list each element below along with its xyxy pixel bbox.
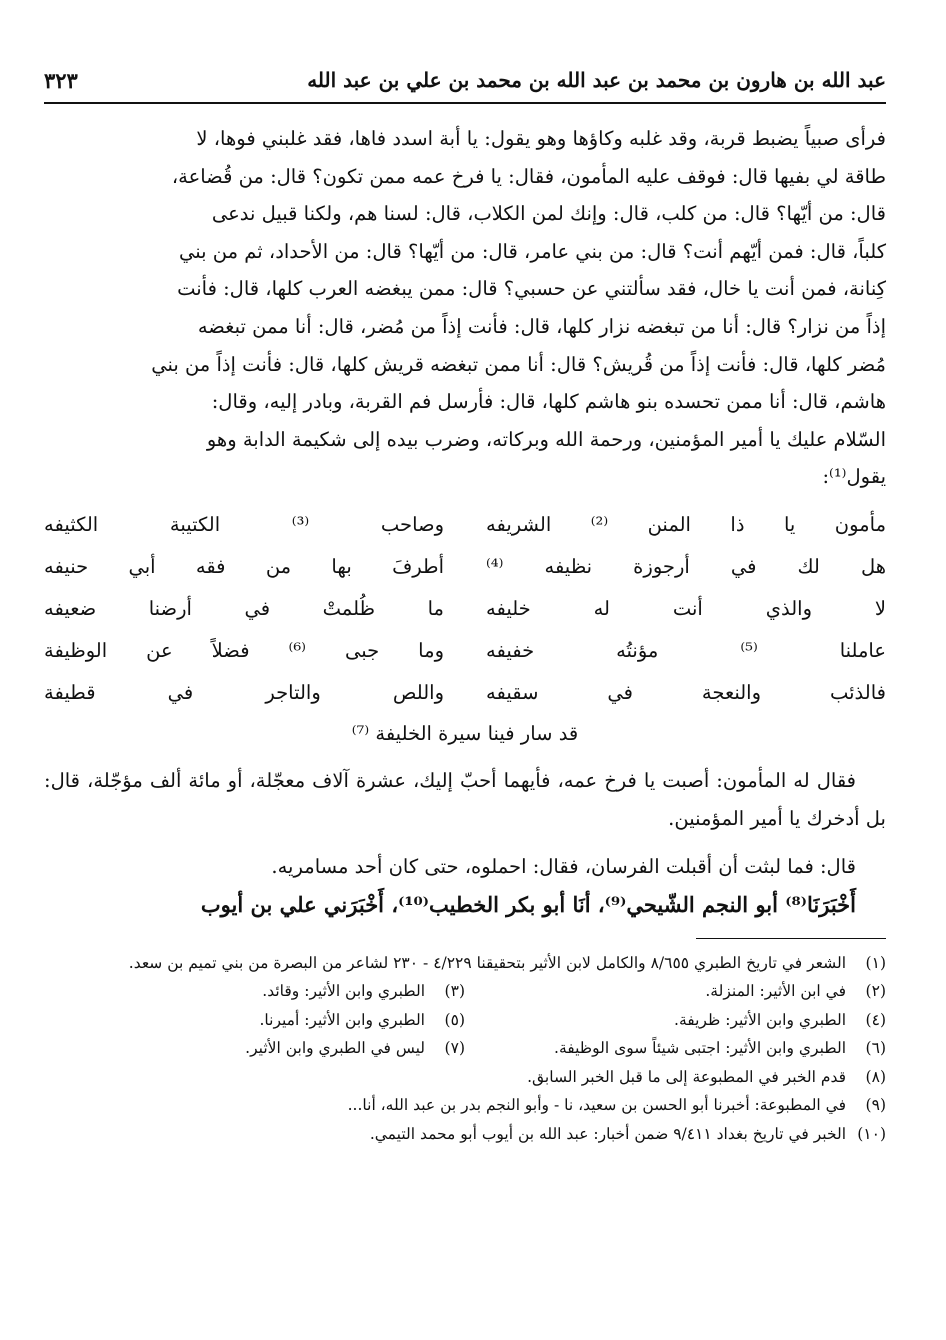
footnote-number: (٢) bbox=[865, 982, 886, 1001]
running-head: عبد الله بن هارون بن محمد بن عبد الله بن محمد بن علي بن عبد الله bbox=[307, 68, 886, 92]
footnote-text: في ابن الأثير: المنزلة. bbox=[705, 982, 846, 1001]
verse-first-half: فالذئب والنعجة في سقيفه bbox=[486, 680, 886, 704]
text-line: السّلام عليك يا أمير المؤمنين، ورحمة الله وبركاته، وضرب بيده إلى شكيمة الدابة وهو bbox=[206, 427, 886, 451]
poem-verse bbox=[44, 504, 886, 546]
footnote bbox=[44, 1063, 886, 1092]
poem bbox=[44, 504, 886, 754]
text-line: يقول⁽¹⁾: bbox=[822, 465, 886, 489]
text-line: إذاً من نزار؟ قال: أنا من تبغضه نزار كلها، قال: فأنت إذاً من مُضر، قال: أنا ممن تبغضه bbox=[197, 314, 886, 338]
footnote bbox=[465, 1034, 886, 1063]
footnotes bbox=[44, 949, 886, 1149]
footnote-text: الطبري وابن الأثير: اجتبى شيئاً سوى الوظيفة. bbox=[554, 1039, 846, 1058]
text-line: كِنانة، فمن أنت يا خال، فقد سألتني عن حسبي؟ قال: ممن يبغضه العرب كلها، قال: فأنت bbox=[177, 277, 886, 301]
poem-verse bbox=[44, 546, 886, 588]
verse-first-half: هل لك في أرجوزة نظيفه ⁽⁴⁾ bbox=[486, 554, 886, 578]
footnote-text: الطبري وابن الأثير: أميرنا. bbox=[259, 1010, 425, 1029]
text-line: كلباً، قال: فمن أيّهم أنت؟ قال: من بني عامر، قال: من أيّها؟ قال: من الأحداد، ثم من بني bbox=[179, 239, 886, 263]
text-line: فرأى صبياً يضبط قربة، وقد غلبه وكاؤها وهو يقول: يا أبة اسدد فاها، فقد غلبني فوها، لا bbox=[196, 127, 886, 150]
footnote-number: (٥) bbox=[444, 1010, 465, 1029]
paragraph: فقال له المأمون: أصبت يا فرخ عمه، فأيهما أحبّ إليك، عشرة آلاف معجّلة، أو مائة ألف مؤجّلة، قال: بل أدخرك يا أمير المؤمنين. bbox=[44, 768, 886, 830]
footnote-column bbox=[465, 977, 886, 1063]
text-line: مُضر كلها، قال: فأنت إذاً من قُريش؟ قال: أنا ممن تبغضه قريش كلها، قال: فأنت إذاً من بني bbox=[151, 352, 886, 376]
footnote-text: الطبري وابن الأثير: ظريفة. bbox=[674, 1010, 846, 1029]
poem-verse bbox=[44, 588, 886, 630]
footnote-number: (١٠) bbox=[857, 1124, 886, 1143]
poem-verse bbox=[44, 672, 886, 714]
text-line: هاشم، قال: أنا ممن تحسده بنو هاشم كلها، قال: فأرسل فم القربة، وبادر إليه، وقال: bbox=[211, 390, 886, 414]
verse-second-half: أطرفَ بها من فقه أبي حنيفه bbox=[44, 554, 444, 578]
paragraph: قال: فما لبثت أن أقبلت الفرسان، فقال: احملوه، حتى كان أحد مسامريه. bbox=[271, 854, 856, 878]
footnote-number: (٦) bbox=[865, 1039, 886, 1058]
book-page bbox=[44, 62, 886, 1302]
footnote bbox=[44, 977, 465, 1006]
footnote bbox=[44, 949, 886, 978]
footnote-number: (٩) bbox=[865, 1096, 886, 1115]
footnote-text: الطبري وابن الأثير: وقائد. bbox=[262, 982, 425, 1001]
footnote-number: (١) bbox=[865, 953, 886, 972]
footnote-text: قدم الخبر في المطبوعة إلى ما قبل الخبر السابق. bbox=[527, 1067, 846, 1086]
footnote-text: ليس في الطبري وابن الأثير. bbox=[245, 1039, 425, 1058]
footnote-text: الشعر في تاريخ الطبري ٨/٦٥٥ والكامل لابن الأثير بتحقيقنا ٤/٢٢٩ - ٢٣٠ لشاعر من البصرة من بني تميم بن سعد. bbox=[128, 953, 846, 972]
verse-first-half: مأمون يا ذا المنن ⁽²⁾ الشريفه bbox=[486, 512, 887, 536]
footnote-text: في المطبوعة: أخبرنا أبو الحسن بن سعيد، نا - وأبو النجم بدر بن عبد الله، أنا... bbox=[347, 1096, 846, 1115]
page-number: ٣٢٣ bbox=[44, 68, 78, 93]
footnote bbox=[44, 1006, 465, 1035]
footnote bbox=[465, 977, 886, 1006]
footnote-column bbox=[44, 977, 465, 1063]
verse-first-half: عاملنا ⁽⁵⁾ مؤنتُه خفيفه bbox=[486, 638, 887, 662]
poem-final-line: قد سار فينا سيرة الخليفة ⁽⁷⁾ bbox=[351, 721, 579, 745]
page-header bbox=[44, 62, 886, 104]
verse-second-half: واللص والتاجر في قطيفة bbox=[44, 680, 444, 704]
footnote-number: (٧) bbox=[444, 1039, 465, 1058]
verse-second-half: وما جبى ⁽⁶⁾ فضلاً عن الوظيفة bbox=[44, 638, 444, 662]
text-line: طاقة لي بفيها قال: فوقف عليه المأمون، فقال: يا فرخ عمه ممن تكون؟ قال: من قُضاعة، bbox=[171, 164, 886, 188]
footnote-divider bbox=[696, 938, 886, 939]
verse-second-half: وصاحب ⁽³⁾ الكتيبة الكثيفه bbox=[44, 512, 445, 536]
footnote-text: الخبر في تاريخ بغداد ٩/٤١١ ضمن أخبار: عبد الله بن أيوب أبو محمد التيمي. bbox=[369, 1124, 846, 1143]
footnote bbox=[44, 1120, 886, 1149]
footnote-number: (٤) bbox=[865, 1010, 886, 1029]
main-paragraph bbox=[44, 120, 886, 496]
continuation-text bbox=[44, 762, 886, 924]
footnote bbox=[44, 1034, 465, 1063]
poem-verse bbox=[44, 630, 886, 672]
footnote-number: (٨) bbox=[865, 1067, 886, 1086]
footnote bbox=[44, 1091, 886, 1120]
footnote-grid bbox=[44, 977, 886, 1063]
footnote bbox=[465, 1006, 886, 1035]
verse-second-half: ما ظُلمتْ في أرضنا ضعيفه bbox=[44, 596, 444, 620]
footnote-number: (٣) bbox=[444, 982, 465, 1001]
verse-first-half: لا والذي أنت له خليفه bbox=[486, 596, 886, 620]
text-line: قال: من أيّها؟ قال: من كلب، قال: وإنك لمن الكلاب، قال: لسنا هم، ولكنا قبيل ندعى bbox=[211, 202, 886, 226]
isnad-line: أَخْبَرَنَا⁽⁸⁾ أبو النجم الشّيحي⁽⁹⁾، أنَا أبو بكر الخطيب⁽¹⁰⁾، أَخْبَرَني علي بن أيوب bbox=[200, 891, 856, 917]
